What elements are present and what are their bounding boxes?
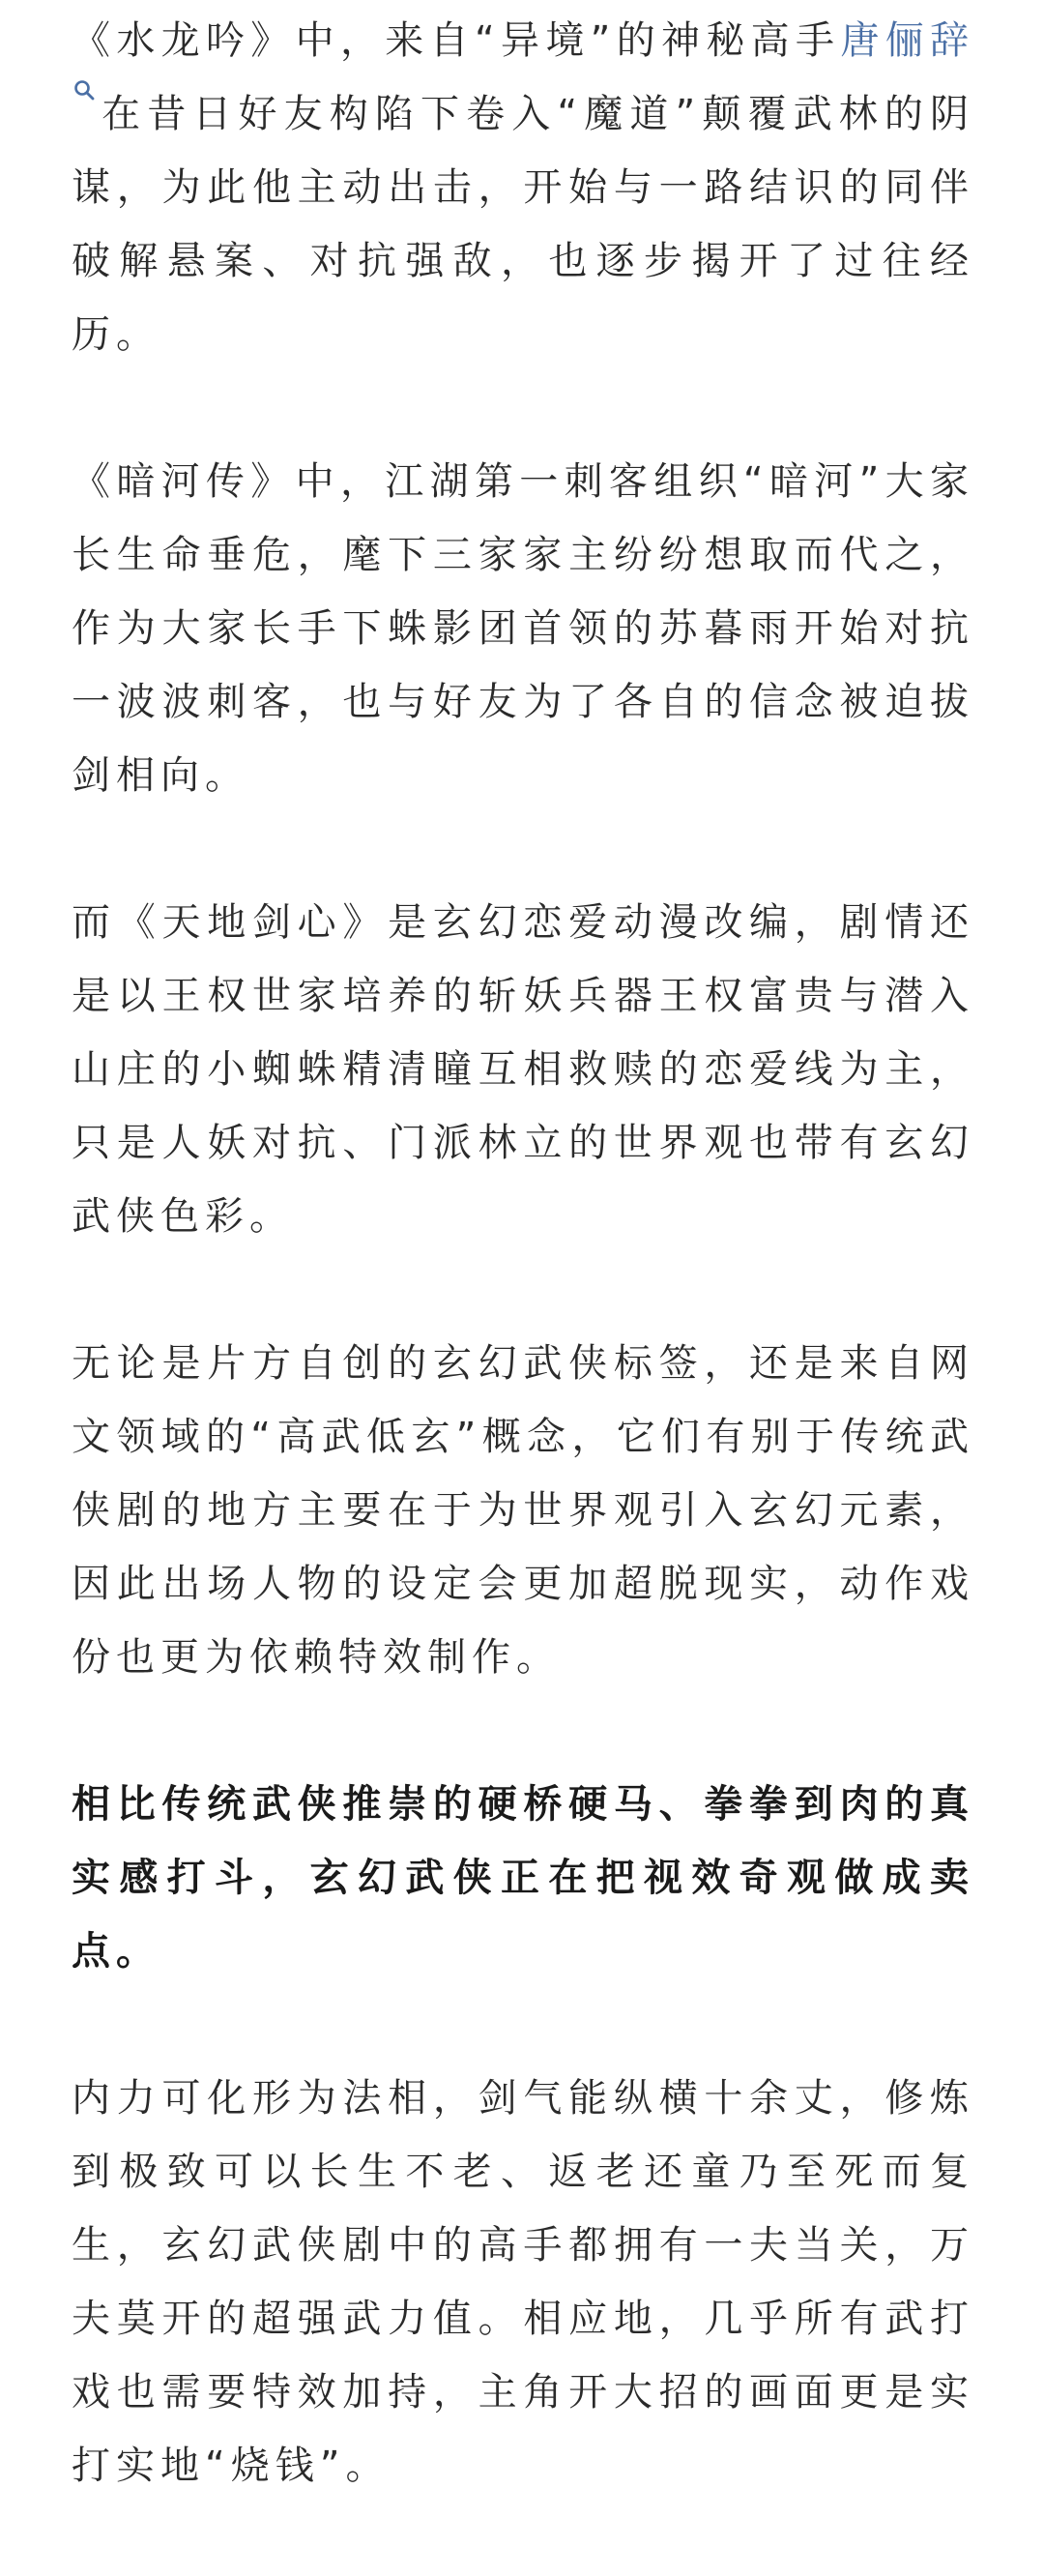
article-body: [72, 4, 974, 2576]
paragraph-3: 而《天地剑心》是玄幻恋爱动漫改编，剧情还是以王权世家培养的斩妖兵器王权富贵与潜入山庄的小蜘蛛精清瞳互相救赎的恋爱线为主，只是人妖对抗、门派林立的世界观也带有玄幻武侠色彩。: [72, 900, 974, 1239]
person-link[interactable]: 唐俪辞: [840, 18, 974, 63]
paragraph-1-text-end: 在昔日好友构陷下卷入“魔道”颠覆武林的阴谋，为此他主动出击，开始与一路结识的同伴破解悬案、对抗强敌，也逐步揭开了过往经历。: [72, 92, 974, 357]
paragraph-1-text-start: 《水龙吟》中，来自“异境”的神秘高手: [72, 18, 841, 63]
paragraph-1: [72, 4, 974, 371]
paragraph-4: 无论是片方自创的玄幻武侠标签，还是来自网文领域的“高武低玄”概念，它们有别于传统武侠剧的地方主要在于为世界观引入玄幻元素，因此出场人物的设定会更加超脱现实，动作戏份也更为依赖特效制作。: [72, 1341, 974, 1680]
paragraph-6: 内力可化形为法相，剑气能纵横十余丈，修炼到极致可以长生不老、返老还童乃至死而复生，玄幻武侠剧中的高手都拥有一夫当关，万夫莫开的超强武力值。相应地，几乎所有武打戏也需要特效加持，主角开大招的画面更是实打实地“烧钱”。: [72, 2076, 974, 2488]
search-icon[interactable]: [72, 77, 99, 104]
paragraph-5-highlight: 相比传统武侠推崇的硬桥硬马、拳拳到肉的真实感打斗，玄幻武侠正在把视效奇观做成卖点。: [72, 1782, 974, 1974]
paragraph-2: 《暗河传》中，江湖第一刺客组织“暗河”大家长生命垂危，麾下三家家主纷纷想取而代之，作为大家长手下蛛影团首领的苏暮雨开始对抗一波波刺客，也与好友为了各自的信念被迫拔剑相向。: [72, 459, 974, 798]
